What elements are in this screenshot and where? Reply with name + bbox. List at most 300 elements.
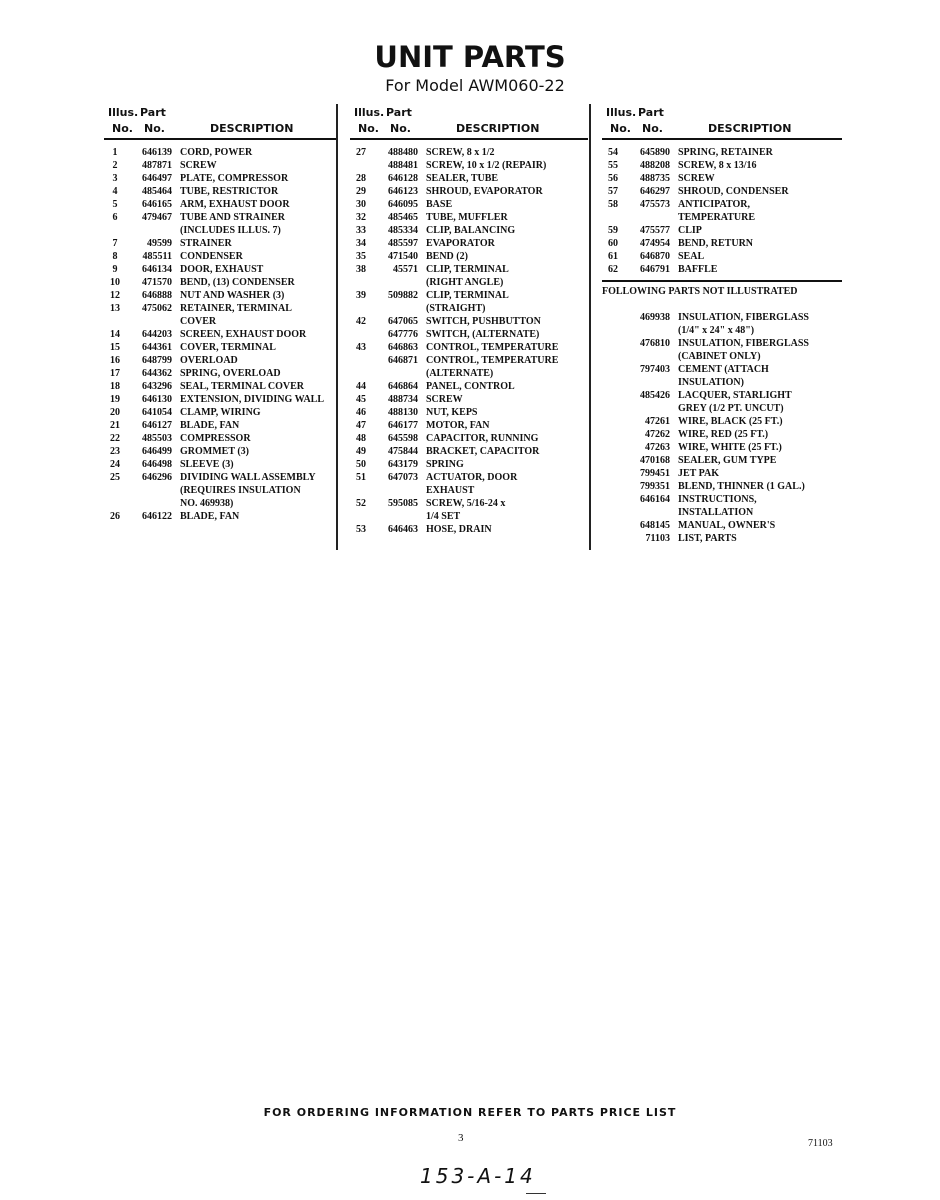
model-subtitle: For Model AWM060-22 (385, 76, 565, 95)
part-label: Part (638, 106, 664, 119)
part-description (180, 419, 336, 432)
description-line: SPRING, RETAINER (678, 147, 773, 158)
part-number: 646177 (388, 420, 418, 431)
illus-number: 23 (110, 446, 120, 457)
description-line: MANUAL, OWNER'S (678, 520, 776, 531)
part-row (104, 419, 336, 432)
description-line: EVAPORATOR (426, 238, 495, 249)
description-line: BEND (2) (426, 251, 468, 262)
part-number: 646463 (388, 524, 418, 535)
illus-number: 16 (110, 355, 120, 366)
part-row (104, 328, 336, 341)
part-number: 646165 (142, 199, 172, 210)
description-line: CLAMP, WIRING (180, 407, 261, 418)
description-line: BAFFLE (678, 264, 718, 275)
part-number: 509882 (388, 290, 418, 301)
part-number: 646127 (142, 420, 172, 431)
illus-number: 25 (110, 472, 120, 483)
part-number: 646130 (142, 394, 172, 405)
description-line: SPRING (426, 459, 464, 470)
part-description (426, 289, 588, 315)
part-label: Part (140, 106, 166, 119)
part-row (104, 341, 336, 354)
part-number: 47262 (645, 429, 670, 440)
part-number: 648799 (142, 355, 172, 366)
description-line: SCREW (180, 160, 217, 171)
part-row (602, 493, 842, 519)
part-row (104, 354, 336, 367)
part-row (104, 406, 336, 419)
illus-number: 22 (110, 433, 120, 444)
parts-column-1 (104, 104, 336, 523)
ordering-footer: FOR ORDERING INFORMATION REFER TO PARTS PRICE LIST (263, 1106, 677, 1119)
part-number: 488735 (640, 173, 670, 184)
description-line: INSTRUCTIONS, (678, 494, 757, 505)
description-line: (STRAIGHT) (426, 303, 486, 314)
part-description (426, 445, 588, 458)
part-description (426, 263, 588, 289)
part-description (678, 146, 842, 159)
illus-number: 60 (608, 238, 618, 249)
part-row (602, 519, 842, 532)
part-row (602, 532, 842, 545)
illus-number: 54 (608, 147, 618, 158)
part-number: 47263 (645, 442, 670, 453)
part-row (350, 393, 588, 406)
part-row (350, 523, 588, 536)
part-number: 485597 (388, 238, 418, 249)
part-number: 488130 (388, 407, 418, 418)
description-line: TUBE AND STRAINER (180, 212, 286, 223)
description-line: CAPACITOR, RUNNING (426, 433, 539, 444)
part-number: 71103 (645, 533, 670, 544)
part-description (426, 224, 588, 237)
part-number: 646134 (142, 264, 172, 275)
description-line: COVER (180, 316, 217, 327)
illus-number (602, 311, 624, 337)
part-description (426, 315, 588, 328)
part-description (180, 159, 336, 172)
illus-label: Illus. (606, 106, 637, 119)
part-row (350, 172, 588, 185)
description-line: CLIP, BALANCING (426, 225, 516, 236)
description-line: (ALTERNATE) (426, 368, 494, 379)
illus-number: 55 (608, 160, 618, 171)
part-number: 646888 (142, 290, 172, 301)
part-row (602, 363, 842, 389)
description-line: BLADE, FAN (180, 420, 240, 431)
description-line: SWITCH, (ALTERNATE) (426, 329, 540, 340)
part-row (104, 263, 336, 276)
part-row (350, 250, 588, 263)
part-row (350, 419, 588, 432)
parts-list (350, 140, 588, 536)
description-line: SCREW, 10 x 1/2 (REPAIR) (426, 160, 547, 171)
part-description (426, 419, 588, 432)
description-line: HOSE, DRAIN (426, 524, 492, 535)
part-row (350, 328, 588, 341)
illus-number: 15 (110, 342, 120, 353)
part-row (104, 510, 336, 523)
illus-number: 30 (356, 199, 366, 210)
document-code: 71103 (808, 1138, 833, 1149)
illus-number (350, 328, 372, 341)
part-description (180, 471, 336, 510)
description-line: PLATE, COMPRESSOR (180, 173, 289, 184)
illus-number: 7 (112, 238, 118, 249)
description-line: STRAINER (180, 238, 232, 249)
part-number: 485503 (142, 433, 172, 444)
illus-number: 51 (356, 472, 366, 483)
page-number: 3 (458, 1132, 464, 1144)
part-row (350, 185, 588, 198)
description-line: SCREW, 8 x 13/16 (678, 160, 757, 171)
part-row (602, 415, 842, 428)
part-row (104, 393, 336, 406)
illus-number (602, 480, 624, 493)
illus-number: 10 (110, 277, 120, 288)
part-description (678, 363, 842, 389)
description-line: SCREW, 8 x 1/2 (426, 147, 495, 158)
description-line: MOTOR, FAN (426, 420, 490, 431)
description-line: WIRE, RED (25 FT.) (678, 429, 769, 440)
parts-column-2 (350, 104, 588, 536)
description-line: INSULATION, FIBERGLASS (678, 312, 809, 323)
part-description (180, 146, 336, 159)
column-divider (336, 104, 338, 550)
illus-number (602, 363, 624, 389)
part-number: 647065 (388, 316, 418, 327)
illus-number (602, 389, 624, 415)
description-label: DESCRIPTION (456, 122, 540, 135)
part-number: 49599 (147, 238, 172, 249)
part-row (602, 337, 842, 363)
part-number: 645598 (388, 433, 418, 444)
part-row (104, 458, 336, 471)
description-line: SEALER, GUM TYPE (678, 455, 777, 466)
part-description (180, 289, 336, 302)
part-number: 643179 (388, 459, 418, 470)
part-description (426, 172, 588, 185)
part-number: 488480 (388, 147, 418, 158)
part-description (426, 380, 588, 393)
part-number: 643296 (142, 381, 172, 392)
part-row (104, 302, 336, 328)
part-number: 479467 (142, 212, 172, 223)
description-line: CLIP, TERMINAL (426, 264, 509, 275)
description-line: TUBE, MUFFLER (426, 212, 508, 223)
illus-label: Illus. (354, 106, 385, 119)
illus-no-label: No. (358, 122, 379, 135)
part-row (350, 315, 588, 328)
illus-number: 50 (356, 459, 366, 470)
description-line: PANEL, CONTROL (426, 381, 515, 392)
description-line: GREY (1/2 PT. UNCUT) (678, 403, 784, 414)
description-line: CLIP, TERMINAL (426, 290, 509, 301)
part-description (426, 146, 588, 159)
part-row (104, 198, 336, 211)
part-no-label: No. (144, 122, 165, 135)
part-number: 646870 (640, 251, 670, 262)
description-line: BLADE, FAN (180, 511, 240, 522)
part-label: Part (386, 106, 412, 119)
part-description (426, 159, 588, 172)
part-number: 476810 (640, 338, 670, 349)
description-line: ACTUATOR, DOOR (426, 472, 518, 483)
part-row (350, 211, 588, 224)
part-row (350, 198, 588, 211)
illus-number (602, 454, 624, 467)
description-line: TEMPERATURE (678, 212, 756, 223)
description-line: SHROUD, CONDENSER (678, 186, 789, 197)
part-description (426, 471, 588, 497)
description-line: LACQUER, STARLIGHT (678, 390, 792, 401)
description-line: BASE (426, 199, 453, 210)
part-description (678, 172, 842, 185)
part-number: 488734 (388, 394, 418, 405)
illus-number: 38 (356, 264, 366, 275)
description-line: EXHAUST (426, 485, 475, 496)
part-row (104, 289, 336, 302)
illus-no-label: No. (112, 122, 133, 135)
part-row (602, 441, 842, 454)
description-line: SCREW (426, 394, 463, 405)
description-line: (CABINET ONLY) (678, 351, 761, 362)
part-number: 797403 (640, 364, 670, 375)
part-description (180, 328, 336, 341)
underline-mark (526, 1193, 546, 1194)
illus-number: 3 (112, 173, 118, 184)
illus-number: 46 (356, 407, 366, 418)
part-row (350, 237, 588, 250)
part-number: 646863 (388, 342, 418, 353)
description-line: LIST, PARTS (678, 533, 737, 544)
part-row (350, 263, 588, 289)
part-description (426, 393, 588, 406)
part-number: 485465 (388, 212, 418, 223)
illus-number: 26 (110, 511, 120, 522)
description-line: NO. 469938) (180, 498, 234, 509)
part-row (350, 380, 588, 393)
part-description (426, 406, 588, 419)
part-row (602, 250, 842, 263)
column-header (350, 104, 588, 140)
description-line: OVERLOAD (180, 355, 238, 366)
description-line: RETAINER, TERMINAL (180, 303, 292, 314)
illus-number: 28 (356, 173, 366, 184)
part-row (350, 159, 588, 172)
illus-number: 29 (356, 186, 366, 197)
illus-number (602, 415, 624, 428)
illus-number: 21 (110, 420, 120, 431)
part-row (602, 146, 842, 159)
part-number: 644203 (142, 329, 172, 340)
part-number: 487871 (142, 160, 172, 171)
illus-number: 57 (608, 186, 618, 197)
part-description (180, 367, 336, 380)
part-number: 646164 (640, 494, 670, 505)
part-description (678, 198, 842, 224)
part-description (426, 523, 588, 536)
part-row (104, 380, 336, 393)
description-line: INSULATION, FIBERGLASS (678, 338, 809, 349)
illus-number: 35 (356, 251, 366, 262)
part-number: 646791 (640, 264, 670, 275)
part-description (180, 510, 336, 523)
part-number: 475062 (142, 303, 172, 314)
part-description (426, 237, 588, 250)
description-label: DESCRIPTION (210, 122, 294, 135)
part-number: 485511 (142, 251, 172, 262)
description-line: NUT AND WASHER (3) (180, 290, 285, 301)
description-line: CONTROL, TEMPERATURE (426, 355, 559, 366)
column-header (602, 104, 842, 140)
illus-number: 43 (356, 342, 366, 353)
description-line: DIVIDING WALL ASSEMBLY (180, 472, 316, 483)
part-number: 646095 (388, 199, 418, 210)
part-row (350, 146, 588, 159)
illus-number: 52 (356, 498, 366, 509)
part-no-label: No. (390, 122, 411, 135)
part-row (104, 172, 336, 185)
part-row (104, 445, 336, 458)
part-row (602, 454, 842, 467)
illus-number: 44 (356, 381, 366, 392)
illus-number: 62 (608, 264, 618, 275)
part-number: 644362 (142, 368, 172, 379)
part-description (180, 198, 336, 211)
parts-list (602, 140, 842, 276)
part-description (180, 172, 336, 185)
description-line: SCREEN, EXHAUST DOOR (180, 329, 307, 340)
description-line: BRACKET, CAPACITOR (426, 446, 540, 457)
part-description (678, 237, 842, 250)
illus-number: 48 (356, 433, 366, 444)
part-number: 646497 (142, 173, 172, 184)
part-row (350, 406, 588, 419)
part-description (678, 532, 842, 545)
part-number: 646498 (142, 459, 172, 470)
illus-number: 61 (608, 251, 618, 262)
part-number: 488481 (388, 160, 418, 171)
illus-number: 4 (112, 186, 118, 197)
part-row (104, 432, 336, 445)
part-number: 645890 (640, 147, 670, 158)
illus-number: 53 (356, 524, 366, 535)
part-description (180, 445, 336, 458)
part-row (350, 432, 588, 445)
part-number: 646864 (388, 381, 418, 392)
part-number: 646297 (640, 186, 670, 197)
description-line: NUT, KEPS (426, 407, 478, 418)
illus-number: 27 (356, 147, 366, 158)
parts-column-3 (602, 104, 842, 545)
part-number: 646139 (142, 147, 172, 158)
part-row (350, 445, 588, 458)
part-number: 648145 (640, 520, 670, 531)
part-number: 646296 (142, 472, 172, 483)
part-description (678, 311, 842, 337)
part-number: 47261 (645, 416, 670, 427)
description-line: CEMENT (ATTACH (678, 364, 769, 375)
description-line: BEND, RETURN (678, 238, 754, 249)
description-line: COMPRESSOR (180, 433, 251, 444)
part-row (104, 237, 336, 250)
description-line: BEND, (13) CONDENSER (180, 277, 295, 288)
illus-no-label: No. (610, 122, 631, 135)
description-line: WIRE, BLACK (25 FT.) (678, 416, 783, 427)
part-description (678, 250, 842, 263)
part-description (678, 493, 842, 519)
description-line: INSTALLATION (678, 507, 754, 518)
column-divider (589, 104, 591, 550)
part-row (104, 471, 336, 510)
part-description (426, 354, 588, 380)
description-line: DOOR, EXHAUST (180, 264, 264, 275)
part-number: 644361 (142, 342, 172, 353)
part-description (426, 185, 588, 198)
part-row (104, 250, 336, 263)
part-description (180, 250, 336, 263)
description-line: SCREW (678, 173, 715, 184)
part-row (350, 224, 588, 237)
illus-number: 19 (110, 394, 120, 405)
part-row (602, 159, 842, 172)
description-line: TUBE, RESTRICTOR (180, 186, 279, 197)
part-description (426, 497, 588, 523)
illus-number: 39 (356, 290, 366, 301)
illus-number: 32 (356, 212, 366, 223)
part-description (426, 458, 588, 471)
description-line: WIRE, WHITE (25 FT.) (678, 442, 782, 453)
illus-number (602, 337, 624, 363)
description-line: SWITCH, PUSHBUTTON (426, 316, 541, 327)
description-line: GROMMET (3) (180, 446, 249, 457)
illus-number (602, 467, 624, 480)
not-illustrated-heading: FOLLOWING PARTS NOT ILLUSTRATED (602, 280, 842, 297)
illus-number: 49 (356, 446, 366, 457)
description-line: SCREW, 5/16-24 x (426, 498, 506, 509)
part-row (602, 224, 842, 237)
part-description (180, 432, 336, 445)
part-description (678, 519, 842, 532)
part-row (104, 185, 336, 198)
part-description (678, 467, 842, 480)
part-row (350, 458, 588, 471)
part-row (350, 471, 588, 497)
description-line: (INCLUDES ILLUS. 7) (180, 225, 281, 236)
illus-number (350, 159, 372, 172)
part-description (678, 441, 842, 454)
part-description (180, 211, 336, 237)
illus-number: 47 (356, 420, 366, 431)
part-description (678, 263, 842, 276)
part-description (426, 211, 588, 224)
illus-number: 2 (112, 160, 118, 171)
illus-number: 1 (112, 147, 118, 158)
illus-number: 5 (112, 199, 118, 210)
illus-number: 24 (110, 459, 120, 470)
part-row (602, 198, 842, 224)
part-number: 646499 (142, 446, 172, 457)
illus-number: 18 (110, 381, 120, 392)
part-number: 45571 (393, 264, 418, 275)
illus-number: 17 (110, 368, 120, 379)
parts-list (104, 140, 336, 523)
illus-label: Illus. (108, 106, 139, 119)
part-description (426, 432, 588, 445)
description-line: SEALER, TUBE (426, 173, 499, 184)
